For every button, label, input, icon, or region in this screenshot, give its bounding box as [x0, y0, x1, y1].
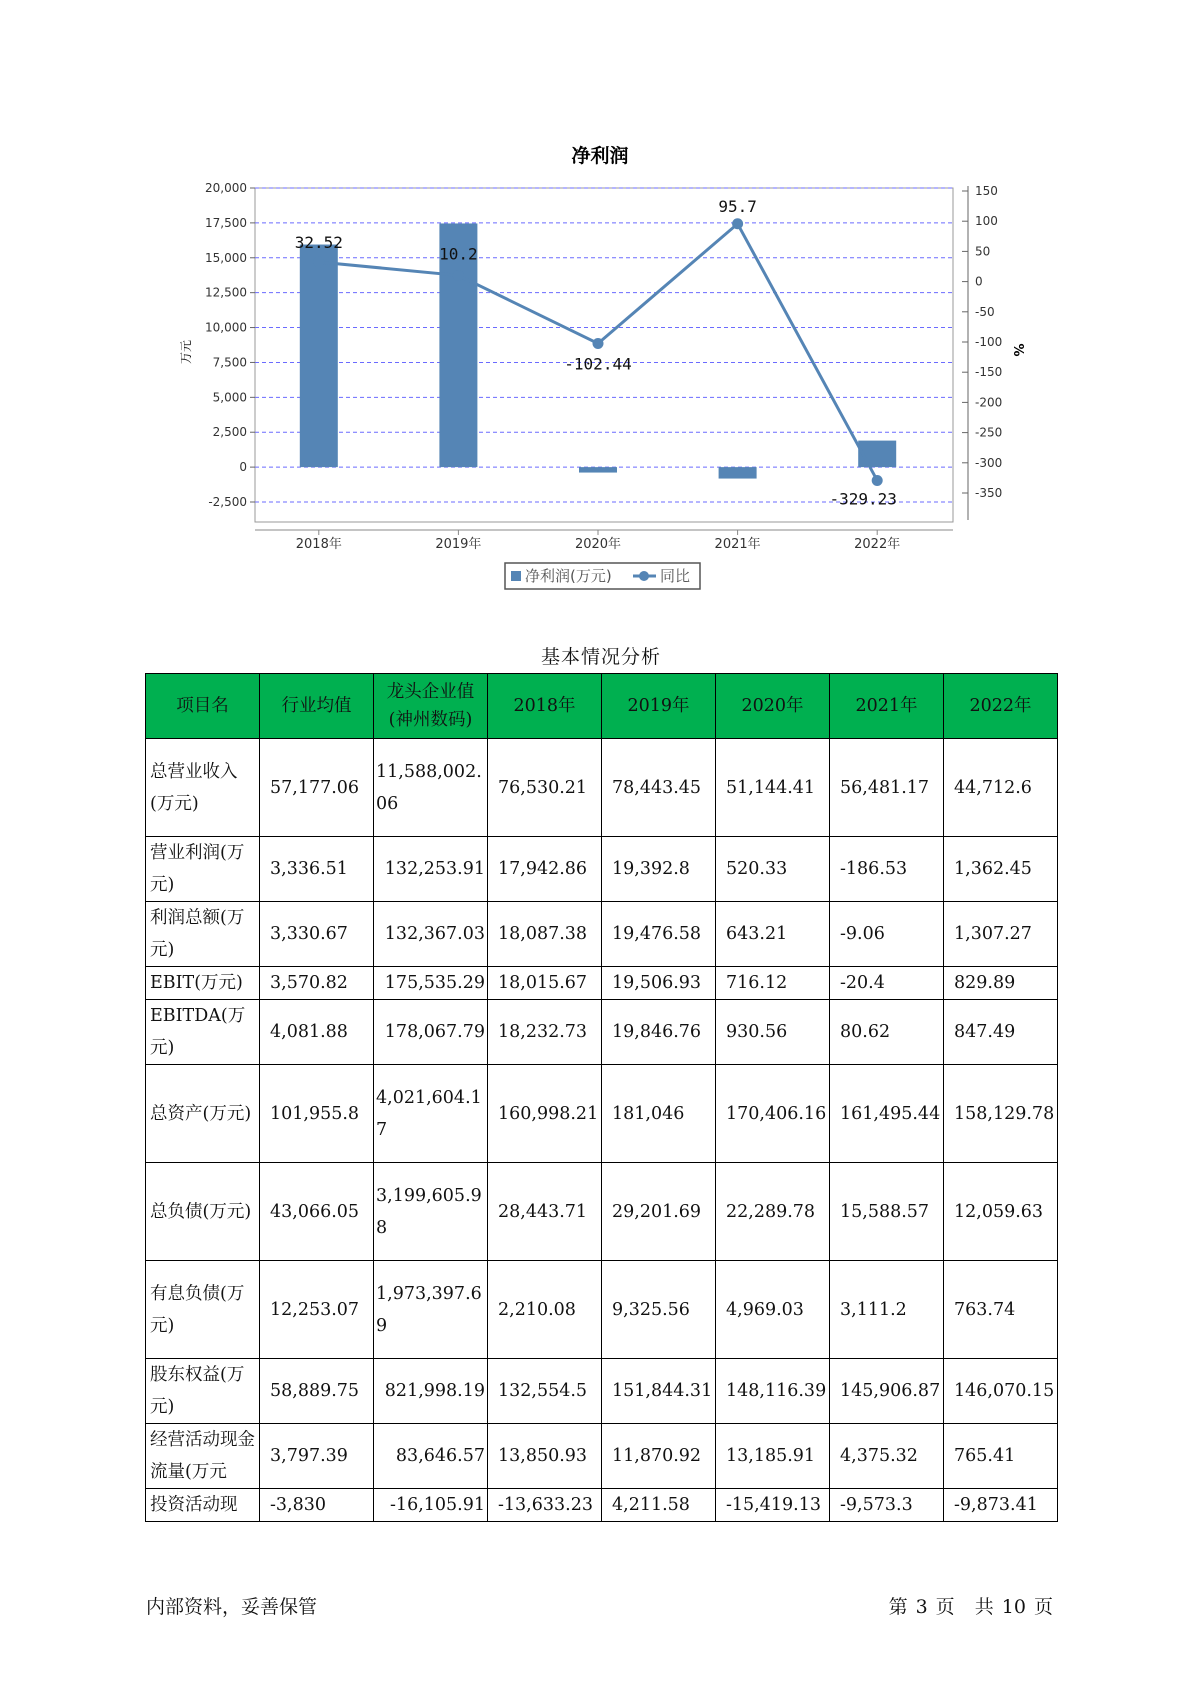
y2-tick-label: -300 [975, 455, 1003, 470]
table-cell: 56,481.17 [830, 739, 944, 837]
y2-tick-label: 100 [975, 214, 998, 229]
table-cell: 4,211.58 [602, 1489, 716, 1522]
table-cell: 847.49 [944, 1000, 1058, 1065]
table-cell: 19,392.8 [602, 837, 716, 902]
y-tick-label: 7,500 [212, 355, 247, 370]
table-cell: 19,506.93 [602, 967, 716, 1000]
table-cell: 3,330.67 [260, 902, 374, 967]
table-cell: 80.62 [830, 1000, 944, 1065]
table-cell: -9,873.41 [944, 1489, 1058, 1522]
yoy-data-label: -329.23 [829, 489, 897, 509]
table-cell: 765.41 [944, 1424, 1058, 1489]
table-cell: -20.4 [830, 967, 944, 1000]
table-cell: 18,232.73 [488, 1000, 602, 1065]
x-tick-label: 2019年 [435, 537, 482, 552]
y2-tick-label: -100 [975, 335, 1003, 349]
yoy-point [313, 256, 324, 267]
table-cell: 101,955.8 [260, 1065, 374, 1163]
table-cell: -9,573.3 [830, 1489, 944, 1522]
table-cell: 821,998.19 [374, 1359, 488, 1424]
footer-page-info [885, 1592, 1057, 1619]
table-row [146, 1000, 1058, 1065]
table-row [146, 1065, 1058, 1163]
footer-confidential: 内部资料，妥善保管 [146, 1596, 318, 1618]
legend-bar-label: 净利润(万元) [525, 567, 612, 585]
table-cell: 178,067.79 [374, 1000, 488, 1065]
row-label: 总负债(万元) [146, 1163, 260, 1261]
column-header: 2020年 [716, 674, 830, 739]
y-tick-label: 2,500 [212, 425, 247, 440]
legend-line-marker [639, 571, 649, 581]
table-cell: 132,253.91 [374, 837, 488, 902]
table-cell: 13,850.93 [488, 1424, 602, 1489]
table-cell: 58,889.75 [260, 1359, 374, 1424]
table-cell: 520.33 [716, 837, 830, 902]
table-header-row [146, 674, 1058, 739]
table-cell: 1,973,397.69 [374, 1261, 488, 1359]
table-cell: 18,015.67 [488, 967, 602, 1000]
table-cell: 83,646.57 [374, 1424, 488, 1489]
row-label: EBIT(万元) [146, 967, 260, 1000]
page-number: 3 [915, 1596, 928, 1618]
table-cell: 930.56 [716, 1000, 830, 1065]
table-row [146, 967, 1058, 1000]
column-header: 2018年 [488, 674, 602, 739]
yoy-data-label: 10.2 [439, 244, 478, 264]
table-cell: -16,105.91 [374, 1489, 488, 1522]
table-cell: -186.53 [830, 837, 944, 902]
chart-title: 净利润 [571, 145, 629, 167]
table-cell: 43,066.05 [260, 1163, 374, 1261]
table-cell: 9,325.56 [602, 1261, 716, 1359]
table-cell: 4,021,604.17 [374, 1065, 488, 1163]
table-cell: 22,289.78 [716, 1163, 830, 1261]
table-cell: 12,059.63 [944, 1163, 1058, 1261]
yoy-point [872, 475, 883, 486]
table-cell: 18,087.38 [488, 902, 602, 967]
x-tick-label: 2022年 [854, 537, 901, 552]
table-cell: 28,443.71 [488, 1163, 602, 1261]
y-tick-label: 0 [239, 460, 247, 475]
column-header: 项目名 [146, 674, 260, 739]
y2-tick-label: -50 [975, 304, 995, 319]
row-label: 经营活动现金流量(万元 [146, 1424, 260, 1489]
table-cell: 15,588.57 [830, 1163, 944, 1261]
total-prefix: 共 [974, 1596, 994, 1618]
table-cell: 3,570.82 [260, 967, 374, 1000]
table-cell: 4,969.03 [716, 1261, 830, 1359]
table-cell: 4,375.32 [830, 1424, 944, 1489]
table-cell: 2,210.08 [488, 1261, 602, 1359]
table-cell: -15,419.13 [716, 1489, 830, 1522]
table-cell: 4,081.88 [260, 1000, 374, 1065]
page-suffix: 页 [935, 1596, 955, 1618]
table-row [146, 1163, 1058, 1261]
x-tick-label: 2018年 [295, 537, 342, 552]
table-cell: 19,476.58 [602, 902, 716, 967]
y2-axis-label: % [1010, 343, 1025, 357]
table-cell: 1,307.27 [944, 902, 1058, 967]
row-label: 投资活动现 [146, 1489, 260, 1522]
y-tick-label: 17,500 [205, 215, 247, 230]
yoy-data-label: -102.44 [564, 354, 632, 374]
table-cell: 57,177.06 [260, 739, 374, 837]
row-label: 总资产(万元) [146, 1065, 260, 1163]
legend [505, 563, 700, 589]
yoy-point [732, 218, 743, 229]
table-cell: 76,530.21 [488, 739, 602, 837]
table-row [146, 739, 1058, 837]
x-tick-label: 2021年 [714, 537, 761, 552]
table-cell: 19,846.76 [602, 1000, 716, 1065]
table-cell: 11,870.92 [602, 1424, 716, 1489]
total-suffix: 页 [1033, 1596, 1053, 1618]
row-label: 有息负债(万元) [146, 1261, 260, 1359]
yoy-data-label: 32.52 [294, 232, 343, 252]
table-row [146, 1359, 1058, 1424]
table-cell: 51,144.41 [716, 739, 830, 837]
bar-net-profit [719, 467, 757, 478]
bar-net-profit [579, 467, 617, 472]
table-cell: 161,495.44 [830, 1065, 944, 1163]
y2-tick-label: -150 [975, 365, 1003, 380]
y2-tick-label: -250 [975, 425, 1003, 440]
table-caption: 基本情况分析 [540, 646, 661, 668]
column-header: 2022年 [944, 674, 1058, 739]
column-header: 行业均值 [260, 674, 374, 739]
table-cell: -3,830 [260, 1489, 374, 1522]
page-prefix: 第 [888, 1596, 908, 1618]
table-cell: 170,406.16 [716, 1065, 830, 1163]
row-label: 利润总额(万元) [146, 902, 260, 967]
table-cell: 78,443.45 [602, 739, 716, 837]
total-pages: 10 [1001, 1596, 1026, 1618]
table-cell: 44,712.6 [944, 739, 1058, 837]
column-header: 2019年 [602, 674, 716, 739]
table-cell: 151,844.31 [602, 1359, 716, 1424]
column-header: 龙头企业值(神州数码) [374, 674, 488, 739]
table-cell: 643.21 [716, 902, 830, 967]
y-tick-label: 20,000 [205, 181, 247, 195]
y-tick-label: 5,000 [212, 390, 247, 405]
y-tick-label: 12,500 [205, 285, 247, 300]
table-cell: 3,199,605.98 [374, 1163, 488, 1261]
net-profit-chart [0, 0, 1191, 600]
row-label: EBITDA(万元) [146, 1000, 260, 1065]
table-cell: 146,070.15 [944, 1359, 1058, 1424]
table-cell: 132,554.5 [488, 1359, 602, 1424]
basic-analysis-table [145, 673, 1058, 1522]
table-cell: 13,185.91 [716, 1424, 830, 1489]
y2-tick-label: 50 [975, 244, 991, 259]
y-tick-label: -2,500 [208, 495, 247, 509]
table-cell: -9.06 [830, 902, 944, 967]
table-cell: 3,111.2 [830, 1261, 944, 1359]
legend-line-label: 同比 [660, 567, 691, 585]
yoy-point [593, 338, 604, 349]
table-cell: 716.12 [716, 967, 830, 1000]
table-cell: 3,336.51 [260, 837, 374, 902]
y2-tick-label: 0 [975, 274, 983, 289]
yoy-point [453, 270, 464, 281]
table-cell: 11,588,002.06 [374, 739, 488, 837]
table-cell: 29,201.69 [602, 1163, 716, 1261]
table-row [146, 1489, 1058, 1522]
table-cell: 175,535.29 [374, 967, 488, 1000]
table-cell: 1,362.45 [944, 837, 1058, 902]
column-header: 2021年 [830, 674, 944, 739]
x-tick-label: 2020年 [574, 537, 622, 552]
y-axis-label: 万元 [179, 339, 193, 365]
table-row [146, 837, 1058, 902]
table-cell: 763.74 [944, 1261, 1058, 1359]
yoy-data-label: 95.7 [718, 196, 757, 216]
table-row [146, 1424, 1058, 1489]
table-cell: 132,367.03 [374, 902, 488, 967]
bar-net-profit [300, 245, 338, 468]
row-label: 营业利润(万元) [146, 837, 260, 902]
y2-tick-label: -200 [975, 395, 1003, 410]
table-cell: 181,046 [602, 1065, 716, 1163]
y-tick-label: 15,000 [205, 250, 247, 265]
y2-tick-label: -350 [975, 486, 1003, 500]
table-cell: 829.89 [944, 967, 1058, 1000]
table-cell: 12,253.07 [260, 1261, 374, 1359]
table-row [146, 902, 1058, 967]
table-cell: 17,942.86 [488, 837, 602, 902]
table-row [146, 1261, 1058, 1359]
table-cell: 158,129.78 [944, 1065, 1058, 1163]
table-cell: 160,998.21 [488, 1065, 602, 1163]
row-label: 总营业收入(万元) [146, 739, 260, 837]
row-label: 股东权益(万元) [146, 1359, 260, 1424]
legend-bar-swatch [511, 571, 521, 581]
table-cell: 148,116.39 [716, 1359, 830, 1424]
table-cell: -13,633.23 [488, 1489, 602, 1522]
y-tick-label: 10,000 [205, 320, 247, 335]
y2-tick-label: 150 [975, 184, 998, 198]
table-cell: 3,797.39 [260, 1424, 374, 1489]
table-cell: 145,906.87 [830, 1359, 944, 1424]
